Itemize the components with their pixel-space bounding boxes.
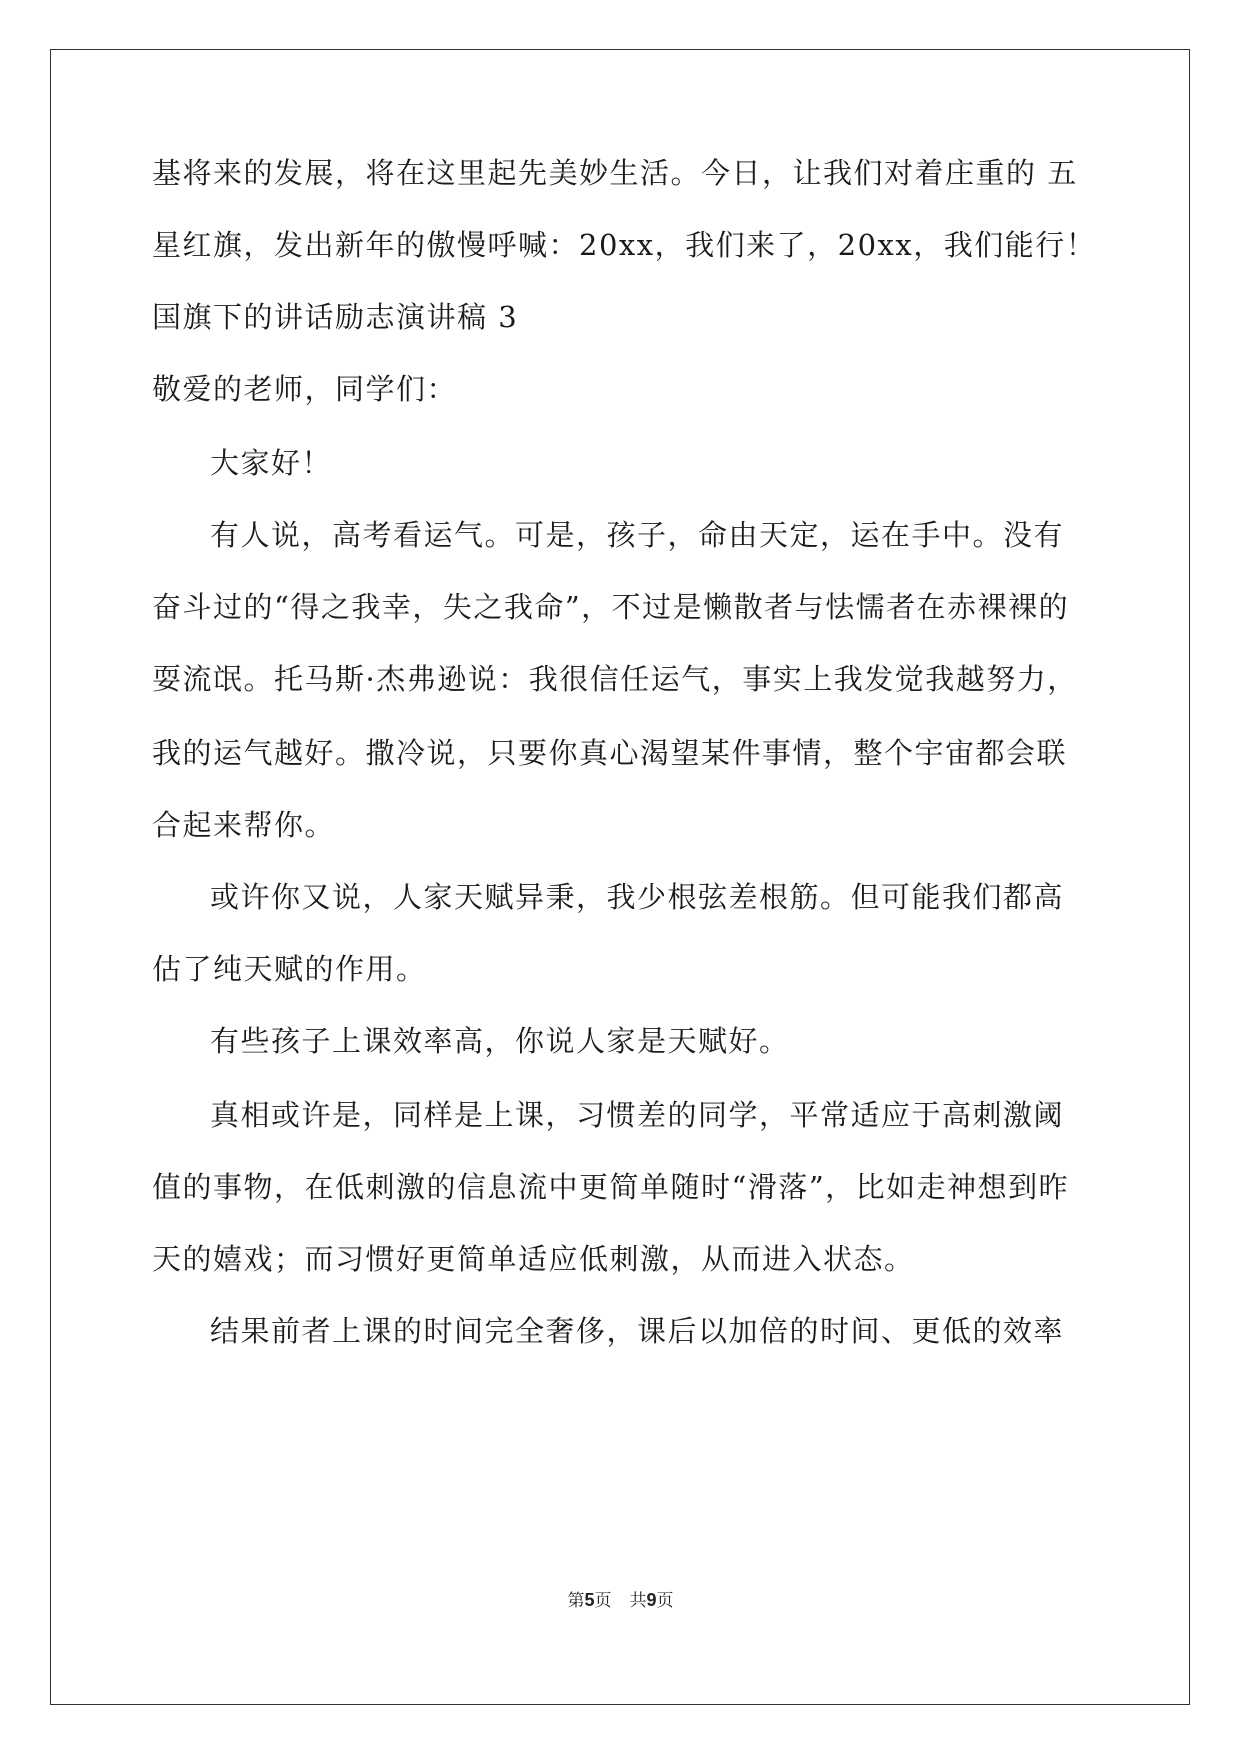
text-line: 奋斗过的“得之我幸，失之我命”，不过是懒散者与怯懦者在赤裸裸的 bbox=[152, 590, 1070, 624]
text-line: 耍流氓。托马斯·杰弗逊说：我很信任运气，事实上我发觉我越努力， bbox=[152, 662, 1078, 696]
text-line: 合起来帮你。 bbox=[152, 808, 336, 842]
text-line: 估了纯天赋的作用。 bbox=[152, 952, 427, 986]
page-suffix: 页 bbox=[594, 1591, 612, 1611]
page-border bbox=[50, 49, 1190, 1705]
text-line: 值的事物，在低刺激的信息流中更简单随时“滑落”，比如走神想到昨 bbox=[152, 1170, 1070, 1204]
total-suffix: 页 bbox=[656, 1591, 674, 1611]
total-pages: 9 bbox=[646, 1590, 657, 1610]
text-line: 有些孩子上课效率高，你说人家是天赋好。 bbox=[210, 1024, 790, 1058]
salutation: 敬爱的老师，同学们： bbox=[152, 372, 458, 406]
total-prefix: 共 bbox=[629, 1591, 647, 1611]
page-number: 5 bbox=[584, 1590, 595, 1610]
text-line: 基将来的发展，将在这里起先美妙生活。今日，让我们对着庄重的 五 bbox=[152, 156, 1078, 190]
section-title: 国旗下的讲话励志演讲稿 3 bbox=[152, 300, 519, 334]
text-line: 结果前者上课的时间完全奢侈，课后以加倍的时间、更低的效率 bbox=[210, 1314, 1065, 1348]
text-line: 真相或许是，同样是上课，习惯差的同学，平常适应于高刺激阈 bbox=[210, 1098, 1065, 1132]
text-line: 天的嬉戏；而习惯好更简单适应低刺激，从而进入状态。 bbox=[152, 1242, 915, 1276]
page-prefix: 第 bbox=[567, 1591, 585, 1611]
page-footer bbox=[0, 1590, 1241, 1611]
text-line: 或许你又说，人家天赋异秉，我少根弦差根筋。但可能我们都高 bbox=[210, 880, 1065, 914]
greeting: 大家好！ bbox=[210, 446, 333, 480]
text-line: 我的运气越好。撒冷说，只要你真心渴望某件事情，整个宇宙都会联 bbox=[152, 736, 1068, 770]
text-line: 有人说，高考看运气。可是，孩子，命由天定，运在手中。没有 bbox=[210, 518, 1065, 552]
text-line: 星红旗，发出新年的傲慢呼喊：20xx，我们来了，20xx，我们能行！ bbox=[152, 228, 1097, 262]
